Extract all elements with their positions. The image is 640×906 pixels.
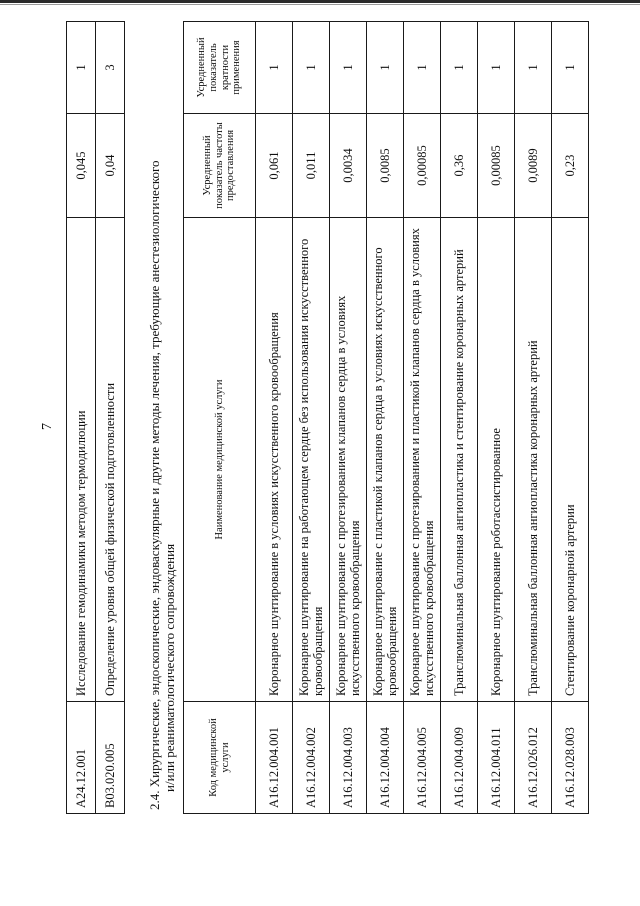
- multiplicity-value: 1: [367, 22, 404, 114]
- service-name: Определение уровня общей физической подготовленности: [96, 218, 125, 702]
- frequency-value: 0,0034: [330, 114, 367, 218]
- service-name: Транслюминальная баллонная ангиопластика коронарных артерий: [515, 218, 552, 702]
- service-name: Транслюминальная баллонная ангиопластика и стентирование коронарных артерий: [441, 218, 478, 702]
- service-code: A16.12.028.003: [552, 702, 589, 814]
- multiplicity-value: 1: [293, 22, 330, 114]
- service-name: Коронарное шунтирование роботассистированное: [478, 218, 515, 702]
- frequency-value: 0,36: [441, 114, 478, 218]
- table-row: [441, 22, 478, 814]
- frequency-value: 0,04: [96, 114, 125, 218]
- table-header-row: [184, 22, 256, 814]
- multiplicity-value: 1: [552, 22, 589, 114]
- frequency-value: 0,045: [67, 114, 96, 218]
- multiplicity-value: 1: [515, 22, 552, 114]
- multiplicity-value: 1: [256, 22, 293, 114]
- table-row: [96, 22, 125, 814]
- table-row: [67, 22, 96, 814]
- header-frequency: Усредненный показатель частоты предоставления: [184, 114, 256, 218]
- service-name: Коронарное шунтирование на работающем сердце без использования искусственного кровообращения: [293, 218, 330, 702]
- frequency-value: 0,0085: [367, 114, 404, 218]
- service-name: Стентирование коронарной артерии: [552, 218, 589, 702]
- multiplicity-value: 1: [67, 22, 96, 114]
- service-name: Коронарное шунтирование с пластикой клапанов сердца в условиях искусственного кровообращения: [367, 218, 404, 702]
- service-code: A16.12.026.012: [515, 702, 552, 814]
- table-row: [478, 22, 515, 814]
- service-name: Коронарное шунтирование с протезированием и пластикой клапанов сердца в условиях искусственного кровообращения: [404, 218, 441, 702]
- page-number: 7: [40, 423, 55, 430]
- service-code: A16.12.004.011: [478, 702, 515, 814]
- main-table: [183, 21, 589, 814]
- service-code: A16.12.004.001: [256, 702, 293, 814]
- table-row: [552, 22, 589, 814]
- service-name: Исследование гемодинамики методом термодилюции: [67, 218, 96, 702]
- header-name: Наименование медицинской услуги: [184, 218, 256, 702]
- service-name: Коронарное шунтирование с протезированием клапанов сердца в условиях искусственного кровообращения: [330, 218, 367, 702]
- table-row: [330, 22, 367, 814]
- multiplicity-value: 3: [96, 22, 125, 114]
- frequency-value: 0,00085: [404, 114, 441, 218]
- service-code: A16.12.004.005: [404, 702, 441, 814]
- frequency-value: 0,061: [256, 114, 293, 218]
- service-code: A16.12.004.004: [367, 702, 404, 814]
- section-heading-line-2: и/или реаниматологического сопровождения: [161, 543, 177, 792]
- section-heading: [148, 20, 178, 810]
- table-row: [404, 22, 441, 814]
- frequency-value: 0,0089: [515, 114, 552, 218]
- frequency-value: 0,011: [293, 114, 330, 218]
- section-heading-line-1: 2.4. Хирургические, эндоскопические, эндоваскулярные и другие методы лечения, требующие анестезиологического: [147, 160, 162, 810]
- header-multiplicity: Усредненный показатель кратности применения: [184, 22, 256, 114]
- multiplicity-value: 1: [441, 22, 478, 114]
- frequency-value: 0,00085: [478, 114, 515, 218]
- table-row: [256, 22, 293, 814]
- table-row: [367, 22, 404, 814]
- service-code: A16.12.004.009: [441, 702, 478, 814]
- frequency-value: 0,23: [552, 114, 589, 218]
- service-code: B03.020.005: [96, 702, 125, 814]
- service-name: Коронарное шунтирование в условиях искусственного кровообращения: [256, 218, 293, 702]
- table-row: [515, 22, 552, 814]
- multiplicity-value: 1: [478, 22, 515, 114]
- multiplicity-value: 1: [404, 22, 441, 114]
- service-code: A16.12.004.002: [293, 702, 330, 814]
- multiplicity-value: 1: [330, 22, 367, 114]
- table-row: [293, 22, 330, 814]
- service-code: A24.12.001: [67, 702, 96, 814]
- top-table: [66, 21, 125, 814]
- service-code: A16.12.004.003: [330, 702, 367, 814]
- header-code: Код медицинской услуги: [184, 702, 256, 814]
